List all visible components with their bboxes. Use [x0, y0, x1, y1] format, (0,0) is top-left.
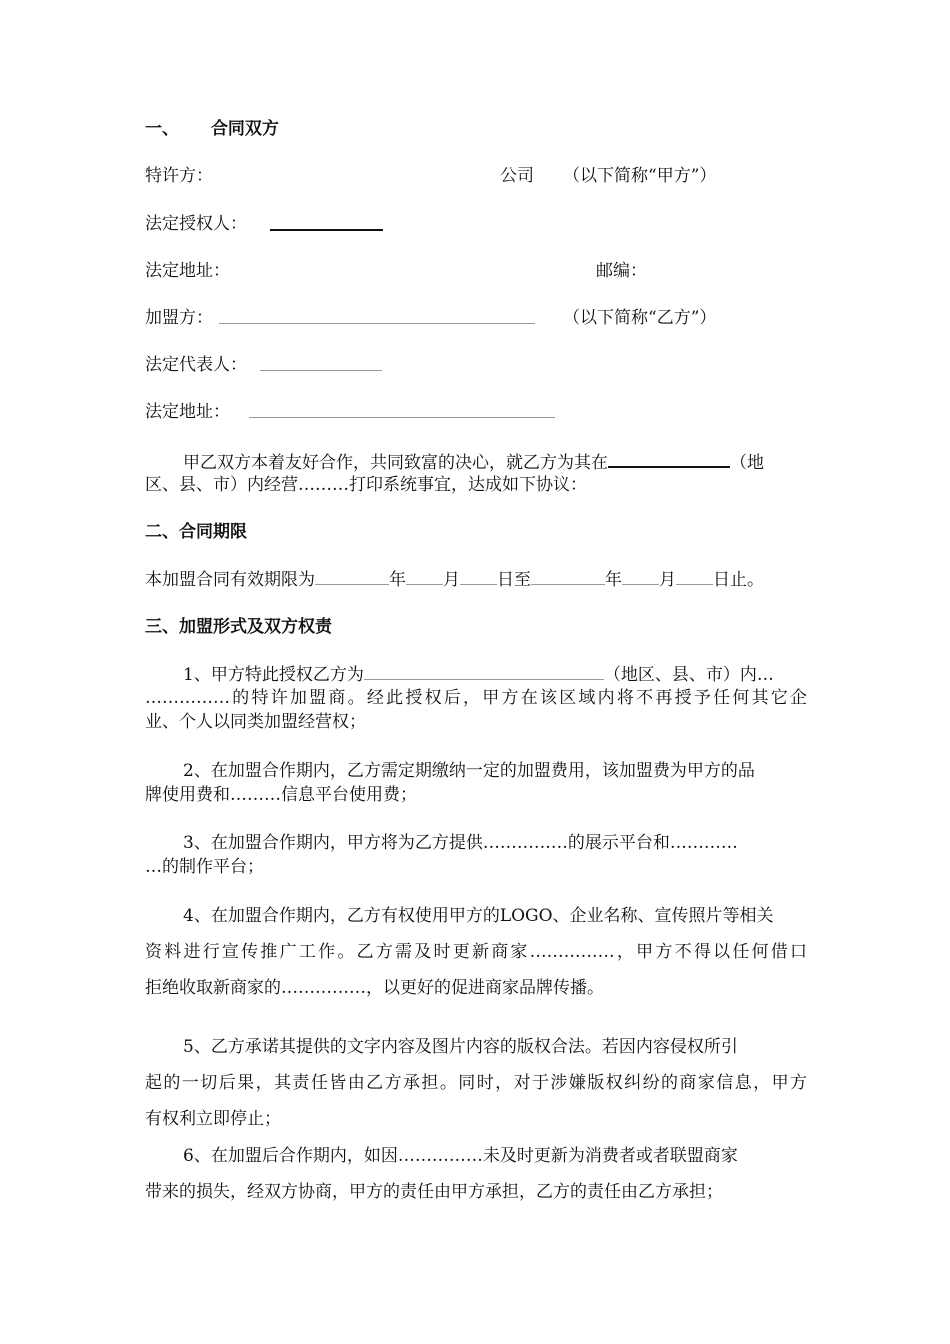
end-month-field[interactable] — [622, 568, 659, 585]
region-field[interactable] — [608, 450, 730, 468]
section-2-heading: 二、合同期限 — [145, 522, 247, 542]
end-day-field[interactable] — [676, 568, 713, 585]
term-day-to: 日至 — [497, 570, 531, 590]
intro-line-2: 区、县、市）内经营………打印系统事宜，达成如下协议： — [145, 475, 587, 495]
clause-4-line-1: 4、在加盟合作期内，乙方有权使用甲方的LOGO、企业名称、宣传照片等相关 — [183, 906, 774, 926]
franchisor-alias: （以下简称“甲方”） — [563, 166, 717, 186]
clause-1-line-2: ……………的特许加盟商。经此授权后，甲方在该区域内将不再授予任何其它企 — [145, 688, 807, 708]
clause-3-line-1: 3、在加盟合作期内，甲方将为乙方提供……………的展示平台和………… — [183, 833, 738, 853]
clause-4-line-2: 资料进行宣传推广工作。乙方需及时更新商家……………，甲方不得以任何借口 — [145, 942, 807, 962]
franchise-region-field[interactable] — [364, 663, 604, 680]
franchisor-address-label: 法定地址： — [145, 261, 230, 281]
start-day-field[interactable] — [460, 568, 497, 585]
clause-1-line-3: 业、个人以同类加盟经营权； — [145, 712, 366, 732]
representative-field[interactable] — [260, 354, 382, 377]
clause-1-line-1 — [183, 663, 774, 686]
clause-5-line-3: 有权利立即停止； — [145, 1109, 281, 1129]
clause-1-after: （地区、县、市）内… — [603, 665, 774, 685]
term-day-end: 日止。 — [713, 570, 764, 590]
clause-5-line-1: 5、乙方承诺其提供的文字内容及图片内容的版权合法。若因内容侵权所引 — [183, 1037, 738, 1057]
clause-2-line-1: 2、在加盟合作期内，乙方需定期缴纳一定的加盟费用，该加盟费为甲方的品 — [183, 761, 755, 781]
term-year-2: 年 — [605, 570, 622, 590]
clause-2-line-2: 牌使用费和………信息平台使用费； — [145, 785, 417, 805]
intro-line-1-after: （地 — [730, 453, 764, 473]
section-1-title: 合同双方 — [210, 119, 279, 139]
section-3-heading: 三、加盟形式及双方权责 — [145, 617, 332, 637]
clause-3-line-2: …的制作平台； — [145, 857, 264, 877]
section-1-heading — [145, 118, 279, 140]
start-year-field[interactable] — [315, 568, 389, 585]
term-month-1: 月 — [443, 570, 460, 590]
term-text-start: 本加盟合同有效期限为 — [145, 570, 315, 590]
intro-line-1-before: 甲乙双方本着友好合作，共同致富的决心，就乙方为其在 — [183, 453, 608, 473]
start-month-field[interactable] — [406, 568, 443, 585]
authorized-person-label: 法定授权人： — [145, 214, 247, 234]
section-1-number: 一、 — [145, 119, 179, 139]
term-line — [145, 568, 764, 591]
clause-5-line-2: 起的一切后果，其责任皆由乙方承担。同时，对于涉嫌版权纠纷的商家信息，甲方 — [145, 1073, 807, 1093]
clause-4-line-3: 拒绝收取新商家的……………，以更好的促进商家品牌传播。 — [145, 978, 604, 998]
franchisor-label: 特许方： — [145, 166, 213, 186]
clause-1-before: 1、甲方特此授权乙方为 — [183, 665, 364, 685]
intro-line-1 — [183, 450, 764, 474]
term-year-1: 年 — [389, 570, 406, 590]
clause-6-line-2: 带来的损失，经双方协商，甲方的责任由甲方承担，乙方的责任由乙方承担； — [145, 1182, 723, 1202]
franchisee-address-field[interactable] — [249, 401, 555, 424]
company-suffix: 公司 — [500, 166, 534, 186]
franchisee-field[interactable] — [219, 307, 535, 330]
representative-label: 法定代表人： — [145, 355, 247, 375]
franchisee-alias: （以下简称“乙方”） — [563, 308, 717, 328]
franchisee-address-label: 法定地址： — [145, 402, 230, 422]
term-month-2: 月 — [659, 570, 676, 590]
end-year-field[interactable] — [531, 568, 605, 585]
franchisee-label: 加盟方： — [145, 308, 213, 328]
clause-6-line-1: 6、在加盟后合作期内，如因……………未及时更新为消费者或者联盟商家 — [183, 1146, 738, 1166]
postcode-label: 邮编： — [596, 261, 647, 281]
authorized-person-field[interactable] — [270, 213, 383, 237]
